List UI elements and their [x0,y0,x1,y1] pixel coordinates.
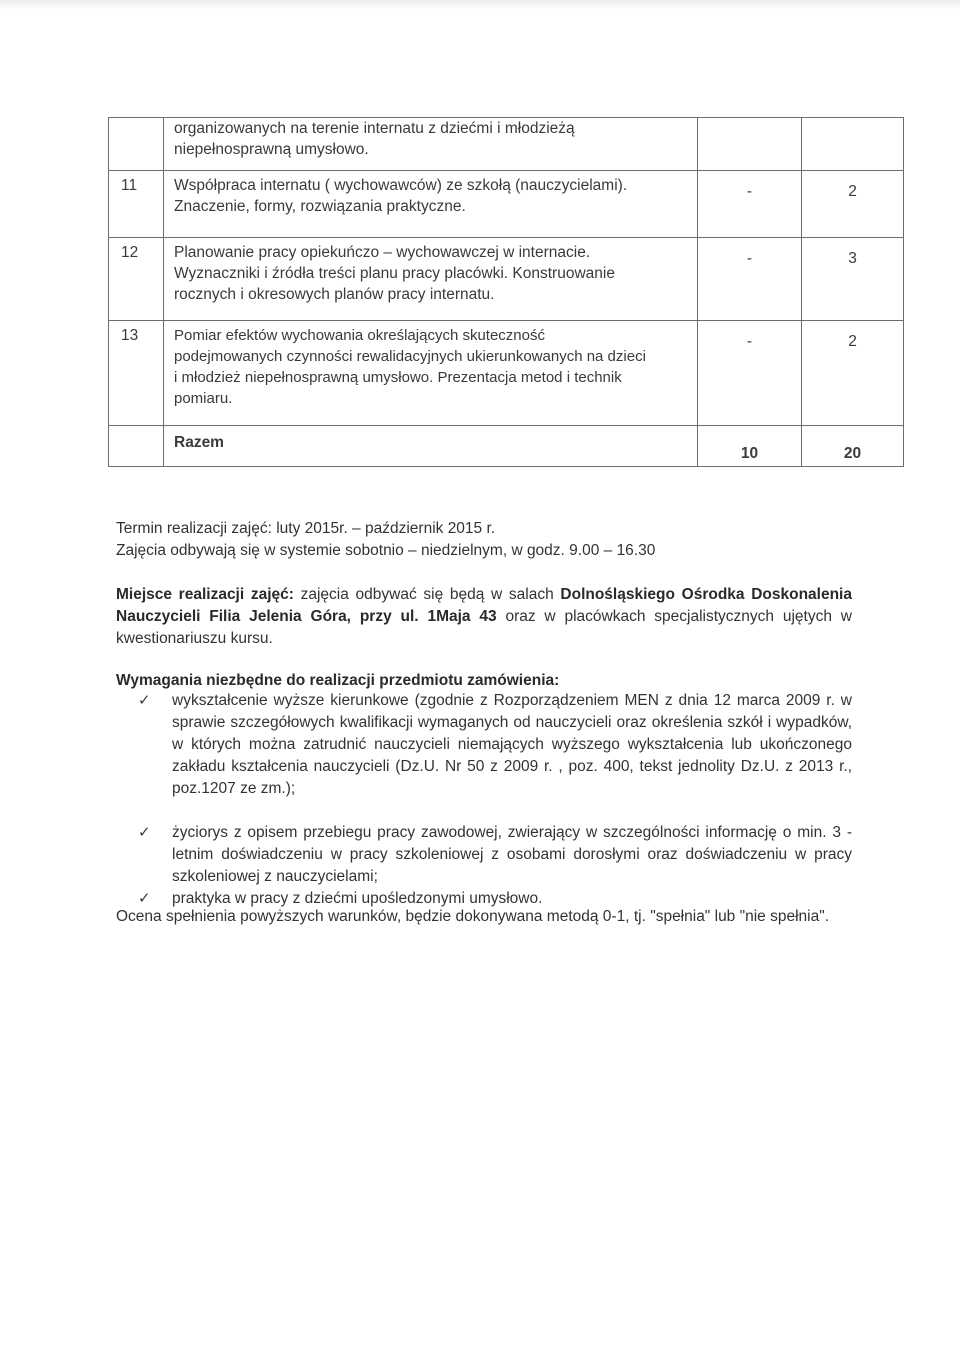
miejsce-section [116,584,852,650]
checkmark-icon: ✓ [138,692,151,709]
row-col-b: 2 [802,321,904,426]
requirements-title: Wymagania niezbędne do realizacji przedmiotu zamówienia: [116,672,560,689]
table-sum-row [109,426,904,467]
program-table [108,117,904,467]
sum-col-b: 20 [802,426,904,467]
sum-row-number [109,426,164,467]
row-col-b: 3 [802,238,904,321]
row-col-a: - [698,171,802,238]
row-col-b: 2 [802,171,904,238]
evaluation-text: Ocena spełnienia powyższych warunków, będzie dokonywana metodą 0-1, tj. "spełnia" lub "nie spełnia". [116,908,830,925]
row-col-a: - [698,238,802,321]
row-topic: Planowanie pracy opiekuńczo – wychowawczej w internacie. Wyznaczniki i źródła treści planu pracy placówki. Konstruowanie rocznych i okresowych planów pracy internatu. [164,238,698,321]
row-col-a: - [698,321,802,426]
miejsce-text-1: zajęcia odbywać się będą w salach [293,586,561,603]
row-topic: organizowanych na terenie internatu z dziećmi i młodzieżą niepełnosprawną umysłowo. [164,118,698,171]
list-item: ✓ praktyka w pracy z dziećmi upośledzonymi umysłowo. [116,888,852,910]
row-col-b [802,118,904,171]
termin-section [116,518,852,562]
miejsce-text-2: oraz w placówkach specjalistycznych ujętych w kwestionariuszu kursu. [116,608,852,647]
list-item: ✓ wykształcenie wyższe kierunkowe (zgodnie z Rozporządzeniem MEN z dnia 12 marca 2009 r. w sprawie szczegółowych kwalifikacji wymaganych od nauczycieli oraz określenia szkół i wypadków, w których można zatrudnić nauczycieli niemających wyższego wykształcenia lub ukończonego zakładu kształcenia nauczycieli (Dz.U. Nr 50 z 2009 r. , poz. 400, tekst jednolity Dz.U. z 2013 r., poz.1207 ze zm.); [138,692,852,797]
row-col-a [698,118,802,171]
checkmark-icon: ✓ [138,824,151,841]
termin-label: Termin realizacji zajęć: [116,520,272,537]
row-number [109,118,164,171]
row-topic: Pomiar efektów wychowania określających skuteczność podejmowanych czynności rewalidacyjnych ukierunkowanych na dzieci i młodzież niepełnosprawną umysłowo. Prezentacja metod i technik pomiaru. [164,321,698,426]
termin-value: luty 2015r. – październik 2015 r. [271,520,496,537]
table-row [109,171,904,238]
list-item: ✓ życiorys z opisem przebiegu pracy zawodowej, zwierający w szczególności informację o min. 3 - letnim doświadczeniu w pracy szkoleniowej z osobami dorosłymi oraz doświadczeniu w pracy szkoleniowej z nauczycielami; [138,824,852,885]
miejsce-label: Miejsce realizacji zajęć: [116,586,294,603]
sum-col-a: 10 [698,426,802,467]
sum-label: Razem [164,426,698,467]
row-number: 13 [109,321,164,426]
table-row [109,321,904,426]
requirements-list [116,690,852,910]
row-number: 11 [109,171,164,238]
miejsce-institution: Dolnośląskiego Ośrodka Doskonalenia Nauczycieli Filia Jelenia Góra, przy ul. 1Maja 43 [116,586,852,625]
row-topic: Współpraca internatu ( wychowawców) ze szkołą (nauczycielami). Znaczenie, formy, rozwiązania praktyczne. [164,171,698,238]
checkmark-icon: ✓ [138,890,151,907]
termin-schedule: Zajęcia odbywają się w systemie sobotnio – niedzielnym, w godz. 9.00 – 16.30 [116,542,656,559]
table-row [109,118,904,171]
row-number: 12 [109,238,164,321]
table-row [109,238,904,321]
scan-edge [0,0,960,10]
